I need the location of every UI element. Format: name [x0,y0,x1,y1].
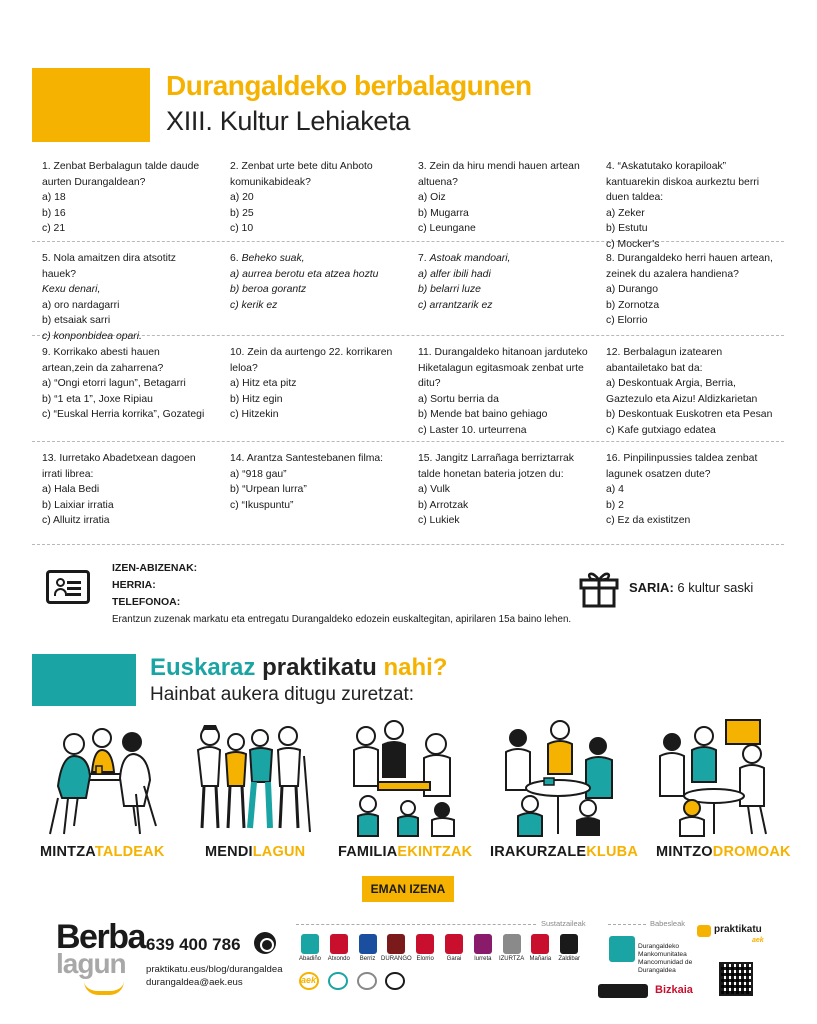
berbalagun-logo-top: Berba [56,918,145,956]
quiz-question-5 [32,242,220,342]
sponsor-logo-icon [474,934,492,954]
answer-option[interactable]: c) “Ikuspuntu” [230,499,294,511]
answer-option[interactable]: a) Oiz [418,192,446,203]
answer-option[interactable]: a) Sortu berria da [418,393,499,405]
family-activity-illustration [338,716,468,840]
sponsor-logo-icon [301,934,319,954]
quiz-row [32,150,784,250]
sponsor-name: IZURTZA [498,956,525,962]
sponsors-label: Sustatzaileak [541,919,586,928]
blog-link[interactable]: praktikatu.eus/blog/durangaldea [146,964,283,975]
quiz-row [32,242,784,342]
answer-option[interactable]: a) “918 gau” [230,468,287,480]
praktikatu-logo-icon [697,925,711,937]
answer-option[interactable]: a) alfer ibili hadi [418,268,491,280]
quiz-question-12 [596,336,784,441]
question-text: 3. Zein da hiru mendi hauen artean altuena? [418,161,580,188]
sponsor-logo-icon [560,934,578,954]
sponsor-name: Iurreta [474,956,492,962]
question-text: 13. Iurretako Abadetxean dagoen irrati librea: [42,453,196,480]
answer-option[interactable]: a) Hala Bedi [42,484,100,495]
answer-option[interactable]: a) 18 [42,192,66,203]
sponsor-logo-icon [330,934,348,954]
practice-color-block [32,654,136,706]
quiz-question-8 [596,242,784,335]
quiz-question-15 [408,442,596,544]
page-title: Durangaldeko berbalagunen [166,70,532,101]
answer-option[interactable]: a) Vulk [418,484,450,495]
quiz-question-16 [596,442,784,544]
sponsor-logo-icon [531,934,549,954]
sponsor-name: Atxondo [327,956,350,962]
practice-title-part-3: nahi? [383,654,448,681]
answer-option[interactable]: c) Hitzekin [230,409,279,420]
sponsor-logo-icon [357,972,377,990]
reading-club-illustration [494,716,624,840]
answer-option[interactable]: c) kerik ez [230,299,278,311]
aek-logo-text: aek [301,975,317,985]
sponsor-logo-icon [445,934,463,954]
answer-option[interactable]: b) belarri luze [418,284,481,295]
sponsor-name: Abadiño [298,956,322,962]
sponsor-logo-icon [328,972,348,990]
answer-option[interactable]: b) beroa gorantz [230,284,307,295]
answer-option[interactable]: a) “Ongi etorri lagun”, Betagarri [42,378,186,389]
title-color-block [32,68,150,142]
question-text: 15. Jangitz Larrañaga berriztarrak talde honetan bateria jotzen du: [418,453,574,480]
town-field-label: HERRIA: [112,579,156,591]
answer-option[interactable]: b) 16 [42,207,66,219]
answer-option[interactable]: b) Arrotzak [418,499,469,511]
name-field-label: IZEN-ABIZENAK: [112,562,198,574]
answer-option[interactable]: b) Deskontuak Euskotren eta Pesan [606,409,773,420]
quiz-question-10 [220,336,408,441]
answer-option[interactable]: c) arrantzarik ez [418,299,493,311]
answer-option[interactable]: b) Zornotza [606,299,660,311]
answer-option[interactable]: b) etsaiak sarri [42,315,111,326]
email-link[interactable]: durangaldea@aek.eus [146,977,243,988]
sponsor-name: DURANGO [381,956,412,962]
answer-option[interactable]: a) aurrea berotu eta atzea hoztu [230,268,379,280]
prize-text [629,580,753,595]
answer-option[interactable]: a) Zeker [606,207,645,219]
question-text: 5. Nola amaitzen dira atsotitz hauek? Kexu denari, [42,253,176,295]
sponsor-name: Mañaria [529,956,552,962]
program-label-familiaekintzak[interactable]: FAMILIAEKINTZAK [338,844,473,860]
program-label-mendilagun[interactable]: MENDILAGUN [205,844,306,860]
answer-option[interactable]: c) 21 [42,223,66,234]
answer-option[interactable]: c) Mocker’s [606,238,660,250]
conversation-dromo-illustration [648,716,778,840]
quiz-question-4 [596,150,784,250]
question-hint: Beheko suak, [241,253,305,264]
answer-option[interactable]: a) Deskontuak Argia, Berria, Gaztezulo eta Aizu! Aldizkarietan [606,378,758,405]
supporters-divider [608,924,646,925]
form-instructions: Erantzun zuzenak markatu eta entregatu Durangaldeko edozein euskaltegitan, apirilaren 15a baino lehen. [112,614,572,625]
quiz-question-7 [408,242,596,335]
question-text: 14. Arantza Santestebanen filma: [230,453,384,464]
sponsor-name: Berriz [359,956,376,962]
answer-option[interactable]: b) Mugarra [418,207,469,219]
qr-code-icon[interactable] [719,962,753,996]
question-text: 12. Berbalagun izatearen abantailetako bat da: [606,347,723,374]
entry-form [112,560,197,611]
sponsor-name: Zaldibar [558,956,581,962]
answer-option[interactable]: c) konponbidea opari. [42,330,142,342]
mankomunitatea-logo-icon [609,936,635,962]
answer-option[interactable]: b) Estutu [606,223,648,234]
contact-phone[interactable]: 639 400 786 [146,935,241,954]
question-hint: Kexu denari, [42,284,101,295]
hiking-group-illustration [188,716,318,840]
answer-option[interactable]: b) Laixiar irratia [42,499,114,511]
program-label-irakurzalekluba[interactable]: IRAKURZALEKLUBA [490,844,638,860]
quiz-question-1 [32,150,220,241]
question-text: 6. Beheko suak, [230,253,305,264]
question-text: 2. Zenbat urte bete ditu Anboto komunikabideak? [230,161,373,188]
quiz-grid [32,150,784,545]
quiz-question-6 [220,242,408,335]
answer-option[interactable]: a) 20 [230,192,254,203]
quiz-row [32,336,784,442]
quiz-question-9 [32,336,220,441]
prize-label: SARIA: [629,580,674,595]
berbalagun-logo-bottom: lagun [56,948,126,979]
answer-option[interactable]: a) Hitz eta pitz [230,378,297,389]
gift-icon [578,568,620,608]
answer-option[interactable]: a) Durango [606,284,658,295]
practice-title-part-1: Euskaraz [150,654,256,681]
id-card-icon [46,570,90,604]
sponsor-logo-icon [416,934,434,954]
program-label-mintzodromoak[interactable]: MINTZODROMOAK [656,844,791,860]
answer-option[interactable]: c) Leungane [418,223,476,234]
answer-option[interactable]: c) Elorrio [606,315,648,326]
quiz-question-14 [220,442,408,544]
sponsor-logo-icon [387,934,405,954]
quiz-question-13 [32,442,220,544]
question-hint: Astoak mandoari, [429,253,511,264]
answer-option[interactable]: b) Hitz egin [230,393,283,405]
question-text: 9. Korrikako abesti hauen artean,zein da zaharrena? [42,347,164,374]
sponsor-logo-icon [503,934,521,954]
whatsapp-icon[interactable] [254,932,276,954]
question-text: 1. Zenbat Berbalagun talde daude aurten Durangaldean? [42,161,200,188]
supporters-label: Babesleak [650,919,686,928]
answer-option[interactable]: b) “1 eta 1”, Joxe Ripiau [42,393,153,405]
question-text: 16. Pinpilinpussies taldea zenbat lagunek osatzen dute? [606,453,758,480]
page-subtitle: XIII. Kultur Lehiaketa [166,106,411,136]
quiz-question-11 [408,336,596,441]
practice-title-part-2: praktikatu [262,654,377,681]
practice-title [150,654,447,682]
sponsor-logo-icon [385,972,405,990]
answer-option[interactable]: c) Laster 10. urteurrena [418,424,527,436]
phone-field-label: TELEFONOA: [112,596,181,608]
quiz-question-2 [220,150,408,241]
answer-option[interactable]: b) 25 [230,207,254,219]
praktikatu-aek-text: aek [752,937,764,944]
answer-option[interactable]: b) “Urpean lurra” [230,484,307,495]
answer-option[interactable]: c) 10 [230,223,254,234]
answer-option[interactable]: b) 2 [606,499,624,511]
answer-option[interactable]: a) oro nardagarri [42,299,120,311]
question-text: 4. “Askatutako korapiloak” kantuarekin diskoa aurkeztu berri duen taldea: [606,161,760,203]
basque-government-logo-icon [598,984,648,998]
answer-option[interactable]: a) 4 [606,484,624,495]
answer-option[interactable]: c) “Euskal Herria korrika”, Gozategi [42,409,205,420]
sign-up-button[interactable]: EMAN IZENA [362,876,454,902]
question-text: 7. Astoak mandoari, [418,253,511,264]
answer-option[interactable]: c) Alluitz irratia [42,515,110,526]
quiz-row [32,442,784,545]
sponsor-logo-icon [359,934,377,954]
answer-option[interactable]: b) Mende bat baino gehiago [418,409,548,420]
program-label-mintzataldeak[interactable]: MINTZATALDEAK [40,844,165,860]
quiz-question-3 [408,150,596,241]
question-text: 11. Durangaldeko hitanoan jarduteko Hiketalagun egitasmoak zenbat urte ditu? [418,347,588,389]
mankomunitatea-name: Durangaldeko Mankomunitatea Mancomunidad de Durangaldea [638,943,693,974]
sponsors-divider [296,924,536,925]
prize-value: 6 kultur saski [677,580,754,595]
sponsor-name: Elorrio [416,956,434,962]
question-text: 10. Zein da aurtengo 22. korrikaren leloa? [230,347,393,374]
practice-subtitle: Hainbat aukera ditugu zuretzat: [150,684,415,705]
bizkaia-logo: Bizkaia [655,984,693,996]
praktikatu-logo-text: praktikatu [714,924,762,935]
question-text: 8. Durangaldeko herri hauen artean, zeinek du azalera handiena? [606,253,773,280]
answer-option[interactable]: c) Kafe gutxiago edatea [606,424,716,436]
sponsor-name: Garai [446,956,462,962]
answer-option[interactable]: c) Ez da existitzen [606,515,691,526]
conversation-group-illustration [40,716,170,840]
answer-option[interactable]: c) Lukiek [418,515,460,526]
logo-smile-icon [84,981,124,995]
